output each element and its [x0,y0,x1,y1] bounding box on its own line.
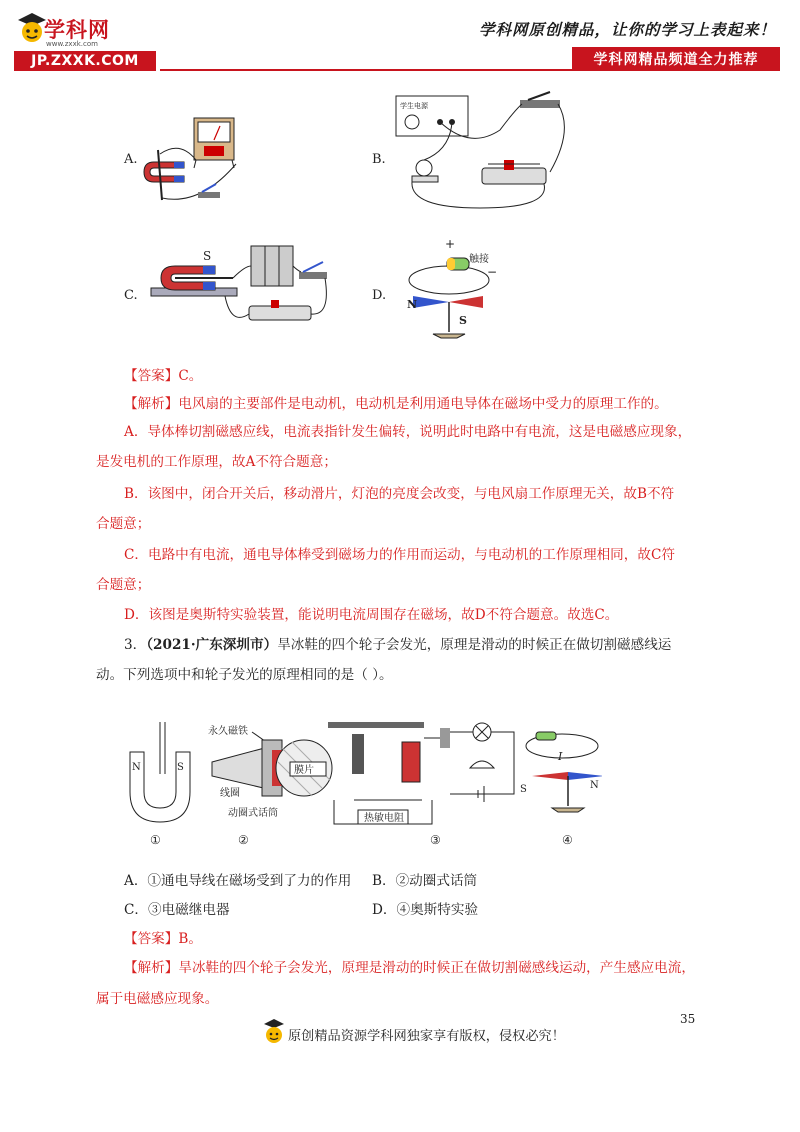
fig2-caption: 动圈式话筒 [228,808,278,819]
logo-subtext: www.zxxk.com [46,40,98,48]
logo-text: 学科网 [44,18,110,42]
figure-4-oersted [520,732,602,812]
needle-s-label: S [459,314,467,327]
q2-analysis-d1: D．该图是奥斯特实验装置，能说明电流周围存在磁场，故D不符合题意。故选C。 [124,607,619,623]
fig4-i-label: I [558,750,563,763]
fig4-n-label: N [590,780,599,791]
q2-analysis-a1: A．导体棒切割磁感应线，电流表指针发生偏转，说明此时电路中有电流，这是电磁感应现象， [124,424,692,440]
fig2-film-label: 膜片 [294,765,314,776]
header-rule [160,69,572,71]
figure-b-rheostat-circuit [390,90,580,215]
option-a-label: A. [124,152,138,167]
figure-a-generator [140,110,250,210]
q3-option-a: A．①通电导线在磁场受到了力的作用 [124,873,352,889]
analysis-text: 电风扇的主要部件是电动机，电动机是利用通电导体在磁场中受力的原理工作的。 [178,396,668,412]
answer-value: B。 [178,931,202,947]
footer-mascot-icon [262,1016,286,1048]
page-number: 35 [680,1012,696,1026]
plus-label: + [445,237,456,251]
q2-analysis-a2: 是发电机的工作原理，故A不符合题意； [96,454,337,470]
pole-s-label: S [203,249,212,263]
q3-source: （2021·广东深圳市） [146,637,278,653]
supply-label: 学生电源 [400,102,428,110]
option-b-label: B. [372,152,386,167]
fig1-n-label: N [132,762,141,773]
q3-stem-line2: 动。下列选项中和轮子发光的原理相同的是（ ）。 [96,667,393,683]
q3-stem-text: 旱冰鞋的四个轮子会发光，原理是滑动的时候正在做切割磁感线运 [277,637,672,653]
fig2-magnet-label: 永久磁铁 [208,726,248,737]
q2-answer-line [124,366,202,386]
figure-c-motor-principle [145,236,335,336]
footer-copyright: 原创精品资源学科网独家享有版权，侵权必究！ [288,1029,565,1044]
q3-analysis-line2: 属于电磁感应现象。 [96,991,219,1007]
q2-analysis-intro [124,394,668,414]
channel-banner: 学科网精品频道全力推荐 [572,47,780,71]
q2-analysis-b1: B．该图中，闭合开关后，移动滑片，灯泡的亮度会改变，与电风扇工作原理无关，故B不符 [124,486,675,502]
fig-number-4: ④ [562,833,573,847]
answer-tag: 【答案】 [124,931,179,947]
option-d-label: D. [372,288,387,303]
option-c-label: C. [124,288,138,303]
q3-figures [122,712,602,857]
q3-stem-line1 [124,635,671,655]
q3-answer-line [124,929,202,949]
q2-analysis-b2: 合题意； [96,516,151,532]
fig4-s-label: S [520,784,527,795]
fig-number-2: ② [238,833,249,847]
figure-1-u-magnet [130,722,190,822]
figure-d-oersted [395,236,515,341]
q2-analysis-c2: 合题意； [96,577,151,593]
header-slogan: 学科网原创精品，让你的学习上表起来！ [478,20,776,39]
q3-analysis-line1 [124,958,695,978]
q2-analysis-c1: C．电路中有电流，通电导体棒受到磁场力的作用而运动，与电动机的工作原理相同，故C符 [124,547,675,563]
q3-option-d: D．④奥斯特实验 [372,902,479,918]
fig2-coil-label: 线圈 [220,788,240,799]
graduate-mascot-icon [14,10,48,50]
answer-value: C。 [178,368,203,384]
analysis-tag: 【解析】 [124,396,179,412]
needle-n-label: N [407,298,418,311]
answer-tag: 【答案】 [124,368,179,384]
contact-label: 触接 [469,254,489,265]
q3-number: 3． [124,637,147,653]
fig-number-3: ③ [430,833,441,847]
analysis-tag: 【解析】 [124,960,179,976]
fig-number-1: ① [150,833,161,847]
analysis-text: 旱冰鞋的四个轮子会发光，原理是滑动的时候正在做切割磁感线运动，产生感应电流， [178,960,695,976]
figure-2-microphone [208,724,332,819]
q3-option-b: B．②动圈式话筒 [372,873,478,889]
figure-3-relay [328,722,514,824]
q3-option-c: C．③电磁继电器 [124,902,230,918]
logo-url-banner: JP.ZXXK.COM [14,51,156,71]
minus-label: − [487,265,498,279]
fig1-s-label: S [177,762,184,773]
fig3-caption: 热敏电阻 [364,813,404,824]
